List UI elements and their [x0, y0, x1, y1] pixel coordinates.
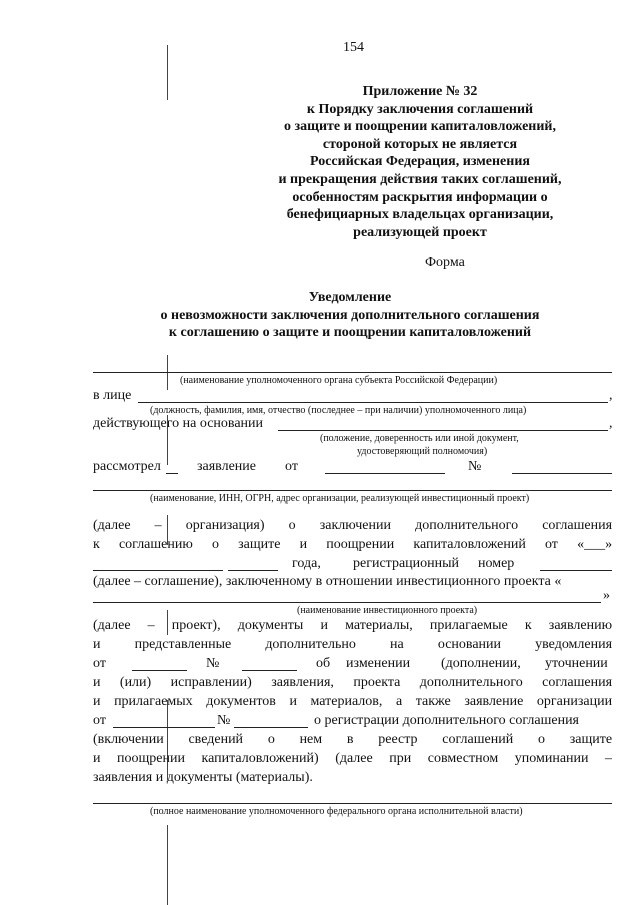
organization-field-line[interactable] — [93, 490, 612, 491]
in-person-label: в лице — [93, 388, 132, 403]
appendix-line: о защите и поощрении капиталовложений, — [284, 119, 556, 135]
comma: , — [609, 388, 613, 403]
date-field-line[interactable] — [325, 473, 445, 474]
body-word: заявления, — [271, 675, 334, 690]
body-text: регистрационный — [353, 556, 460, 571]
document-title — [90, 289, 610, 342]
form-label: Форма — [425, 255, 465, 270]
body-word: к — [93, 537, 100, 552]
notice-number-field-line[interactable] — [242, 670, 297, 671]
body-word: материалов, — [310, 694, 383, 709]
body-line — [93, 732, 612, 748]
body-text: № — [206, 656, 220, 671]
title-line: к соглашению о защите и поощрении капиталовложений — [168, 325, 532, 341]
body-word: и — [93, 694, 101, 709]
body-word: проекта — [353, 675, 401, 690]
body-word: исправлении) — [170, 675, 252, 690]
body-word: основании — [437, 637, 502, 652]
org-statement-date-field-line[interactable] — [113, 727, 215, 728]
reviewed-label: рассмотрел — [93, 459, 161, 474]
body-word: (далее — [335, 751, 373, 766]
body-word: документов — [206, 694, 276, 709]
body-word: заявлению — [548, 618, 612, 633]
body-word: в — [346, 732, 354, 747]
body-word: представленные — [134, 637, 232, 652]
title-line: о невозможности заключения дополнительного соглашения — [160, 307, 540, 323]
appendix-line: реализующей проект — [353, 224, 487, 240]
body-text: № — [217, 713, 231, 728]
body-word: упоминании — [514, 751, 589, 766]
basis-caption-1: (положение, доверенность или иной документ, — [320, 433, 519, 444]
body-word: прилагаемых — [114, 694, 193, 709]
page-number: 154 — [343, 40, 364, 55]
body-word: о — [288, 518, 296, 533]
body-word: и — [289, 694, 297, 709]
federal-authority-field-line[interactable] — [93, 803, 612, 804]
body-word: о — [537, 732, 545, 747]
project-field-line[interactable] — [93, 602, 601, 603]
acting-basis-label: действующего на основании — [93, 416, 264, 431]
body-word: – — [147, 618, 155, 633]
body-word: поощрении — [326, 537, 395, 552]
body-text: года, — [292, 556, 321, 571]
number-field-line[interactable] — [512, 473, 612, 474]
body-text: заявления и документы (материалы). — [93, 770, 313, 785]
basis-caption-2: удостоверяющий полномочия) — [357, 446, 488, 457]
person-field-line[interactable] — [138, 402, 608, 403]
body-word: (далее — [93, 518, 131, 533]
appendix-line: и прекращения действия таких соглашений, — [278, 171, 562, 187]
body-text: уточнении — [545, 656, 608, 671]
body-line — [93, 618, 612, 634]
body-text: (далее – соглашение), заключенному в отношении инвестиционного проекта « — [93, 574, 562, 589]
body-word: организация) — [185, 518, 265, 533]
appendix-line: Российская Федерация, изменения — [310, 154, 530, 170]
body-word: соглашения — [542, 518, 612, 533]
quote-close: » — [603, 588, 610, 603]
body-text: от — [93, 656, 106, 671]
binding-mark-bottom — [167, 825, 168, 905]
appendix-line: Приложение № 32 — [362, 84, 478, 99]
body-word: о — [211, 537, 219, 552]
body-word: и — [93, 675, 101, 690]
body-word: совместном — [427, 751, 499, 766]
number-label: № — [468, 459, 482, 474]
body-word: и — [320, 618, 328, 633]
body-word: а — [395, 694, 403, 709]
reviewed-underscore — [166, 473, 178, 474]
body-word: дополнительно — [265, 637, 356, 652]
binding-mark-top — [167, 45, 168, 100]
authority-field-line[interactable] — [93, 372, 612, 373]
body-line — [93, 537, 612, 553]
body-text: от — [93, 713, 106, 728]
appendix-line: бенефициарных владельцах организации, — [286, 207, 554, 223]
appendix-line: особенностям раскрытия информации о — [292, 189, 548, 205]
body-word: на — [390, 637, 404, 652]
body-word: и — [93, 751, 101, 766]
notice-date-field-line[interactable] — [132, 670, 187, 671]
body-word: при — [389, 751, 412, 766]
body-word: капиталовложений — [413, 537, 526, 552]
body-line — [93, 694, 612, 710]
body-word: капиталовложений) — [201, 751, 319, 766]
appendix-line: стороной которых не является — [322, 136, 518, 152]
body-text: о регистрации дополнительного соглашения — [314, 713, 579, 728]
body-word: «___» — [577, 537, 612, 552]
comma: , — [609, 416, 613, 431]
appendix-line: к Порядку заключения соглашений — [306, 101, 534, 117]
body-word: нем — [299, 732, 323, 747]
body-word: и — [299, 537, 308, 552]
body-text: изменении — [346, 656, 411, 671]
body-word: защите — [238, 537, 281, 552]
body-word: документы — [237, 618, 304, 633]
body-word: организации — [536, 694, 612, 709]
body-text: (дополнении, — [441, 656, 521, 671]
organization-caption: (наименование, ИНН, ОГРН, адрес организации, реализующей инвестиционный проект) — [150, 493, 530, 504]
from-label: от — [285, 459, 298, 474]
project-caption: (наименование инвестиционного проекта) — [297, 605, 478, 616]
body-word: поощрении — [117, 751, 185, 766]
body-word: – — [154, 518, 162, 533]
authority-caption: (наименование уполномоченного органа субъекта Российской Федерации) — [180, 375, 498, 386]
body-word: о — [267, 732, 275, 747]
body-line — [93, 675, 612, 691]
statement-label: заявление — [197, 459, 257, 474]
person-caption: (должность, фамилия, имя, отчество (последнее – при наличии) уполномоченного лица) — [150, 405, 527, 416]
body-line — [93, 637, 612, 653]
body-word: также — [415, 694, 451, 709]
body-word: прилагаемые — [429, 618, 508, 633]
body-word: соглашению — [118, 537, 193, 552]
body-word: реестр — [378, 732, 418, 747]
body-line — [93, 518, 612, 534]
body-word: заявление — [464, 694, 524, 709]
body-word: дополнительного — [415, 518, 519, 533]
body-word: – — [605, 751, 612, 766]
body-word: соглашения — [542, 675, 612, 690]
body-text: номер — [478, 556, 515, 571]
reg-number-field-line[interactable] — [540, 570, 612, 571]
body-word: проект), — [171, 618, 221, 633]
body-word: защите — [569, 732, 612, 747]
body-word: заключении — [319, 518, 391, 533]
body-word: и — [93, 637, 101, 652]
body-word: сведений — [188, 732, 244, 747]
body-word: от — [544, 537, 558, 552]
month-field-line[interactable] — [93, 570, 223, 571]
body-word: (включении — [93, 732, 164, 747]
basis-field-line[interactable] — [278, 430, 608, 431]
body-word: уведомления — [535, 637, 612, 652]
appendix-header — [240, 83, 600, 241]
title-line: Уведомление — [308, 290, 392, 305]
body-word: материалы, — [345, 618, 413, 633]
body-word: (или) — [119, 675, 152, 690]
body-word: к — [524, 618, 532, 633]
body-word: соглашений — [442, 732, 514, 747]
org-statement-number-field-line[interactable] — [234, 727, 308, 728]
year-field-line[interactable] — [228, 570, 278, 571]
body-word: (далее — [93, 618, 131, 633]
body-word: дополнительного — [419, 675, 523, 690]
body-text: об — [316, 656, 331, 671]
body-line — [93, 751, 612, 767]
federal-caption: (полное наименование уполномоченного федерального органа исполнительной власти) — [150, 806, 523, 817]
